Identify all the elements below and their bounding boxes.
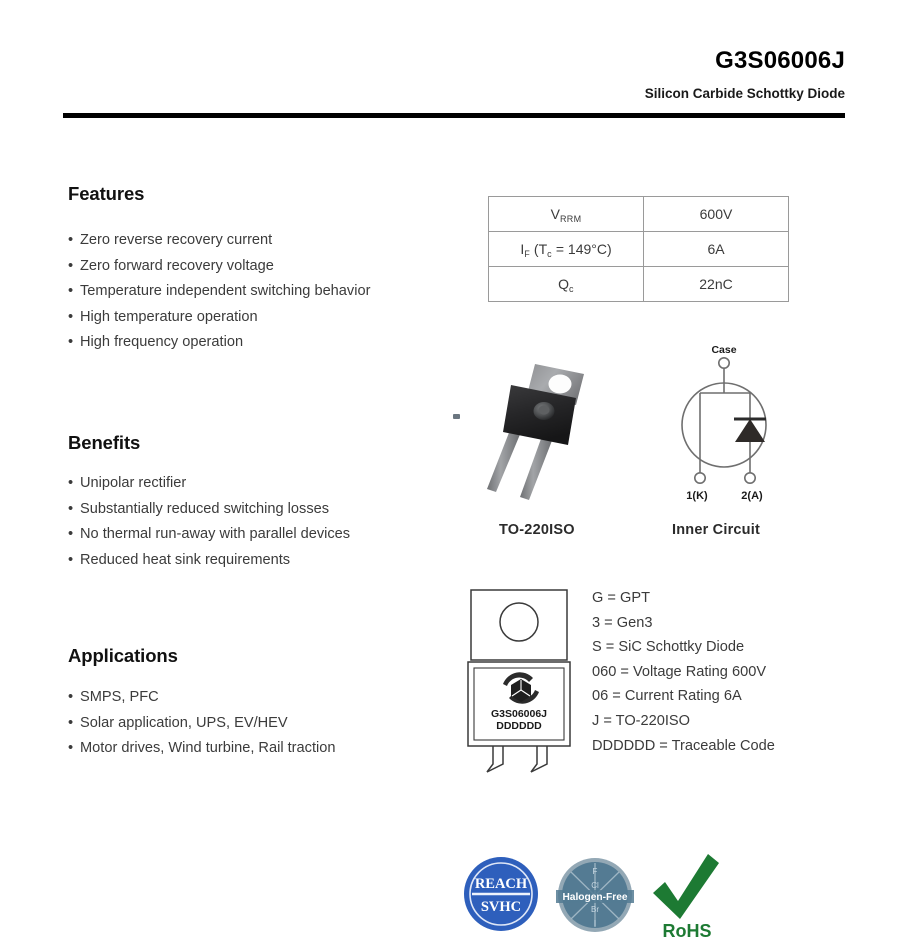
reach-label: REACH — [474, 876, 528, 892]
halogen-free-label: Halogen-Free — [562, 892, 628, 903]
stray-dash-artifact — [453, 414, 460, 419]
marking-legend-list — [592, 586, 775, 758]
package-photo-to220iso — [472, 352, 612, 504]
list-item: 060 = Voltage Rating 600V — [592, 663, 767, 680]
list-item: G = GPT — [592, 590, 650, 606]
features-heading: Features — [68, 183, 145, 204]
list-item: DDDDDD = Traceable Code — [592, 737, 775, 754]
key-specifications-table — [488, 196, 789, 302]
list-item: • Zero forward recovery voltage — [68, 254, 370, 280]
rohs-logo — [645, 849, 725, 941]
circuit-label-pin2: 2(A) — [741, 490, 763, 502]
spec-value-qc: 22nC — [644, 267, 789, 302]
list-item: J = TO-220ISO — [592, 712, 691, 729]
benefits-heading: Benefits — [68, 432, 141, 453]
applications-list — [68, 685, 335, 762]
check-icon — [653, 854, 719, 919]
header-divider — [63, 113, 845, 118]
table-row — [489, 197, 789, 232]
list-item: 3 = Gen3 — [592, 614, 653, 631]
package-photo-caption: TO-220ISO — [499, 522, 575, 538]
spec-param-qc: $Q_c$ — [489, 267, 644, 302]
reach-svhc-logo — [462, 855, 540, 933]
list-item: • Solar application, UPS, EV/HEV — [68, 711, 335, 737]
package-marking-drawing — [463, 586, 581, 776]
applications-heading: Applications — [68, 645, 178, 666]
list-item: • High frequency operation — [68, 330, 370, 356]
list-item: • No thermal run-away with parallel devices — [68, 522, 350, 548]
spec-param-if: $I_F$ $(T_c = 149^\circ C)$ — [489, 232, 644, 267]
features-list — [68, 228, 370, 356]
compliance-logos — [462, 849, 724, 941]
table-row — [489, 267, 789, 302]
rohs-label: RoHS — [662, 921, 712, 941]
list-item: • Temperature independent switching behavior — [68, 279, 370, 305]
marking-device-line2: DDDDDD — [496, 720, 542, 732]
list-item: • Substantially reduced switching losses — [68, 497, 350, 523]
manufacturer-logo-icon — [503, 672, 539, 703]
inner-circuit-caption: Inner Circuit — [672, 522, 760, 538]
list-item: • Unipolar rectifier — [68, 471, 350, 497]
halogen-element-br: Br — [591, 905, 599, 914]
spec-param-vrrm: $V_{RRM}$ — [489, 197, 644, 232]
circuit-label-case: Case — [711, 345, 737, 356]
benefits-list — [68, 471, 350, 573]
list-item: S = SiC Schottky Diode — [592, 639, 745, 656]
page-subtitle: Silicon Carbide Schottky Diode — [644, 86, 845, 101]
list-item: • High temperature operation — [68, 305, 370, 331]
svhc-label: SVHC — [480, 899, 522, 915]
halogen-free-logo — [555, 855, 635, 935]
inner-circuit-diagram — [664, 345, 784, 505]
list-item: • Motor drives, Wind turbine, Rail traction — [68, 736, 335, 762]
spec-value-vrrm: 600V — [644, 197, 789, 232]
list-item: • SMPS, PFC — [68, 685, 335, 711]
list-item: • Reduced heat sink requirements — [68, 548, 350, 574]
circuit-label-pin1: 1(K) — [686, 490, 708, 502]
marking-device-line1: G3S06006J — [490, 708, 548, 720]
table-row — [489, 232, 789, 267]
list-item: • Zero reverse recovery current — [68, 228, 370, 254]
halogen-element-cl: Cl — [591, 881, 599, 890]
spec-value-if: 6A — [644, 232, 789, 267]
halogen-element-f: F — [592, 867, 598, 876]
page-title: G3S06006J — [715, 47, 845, 74]
halogen-element-i: I — [593, 919, 597, 928]
list-item: 06 = Current Rating 6A — [592, 688, 742, 705]
